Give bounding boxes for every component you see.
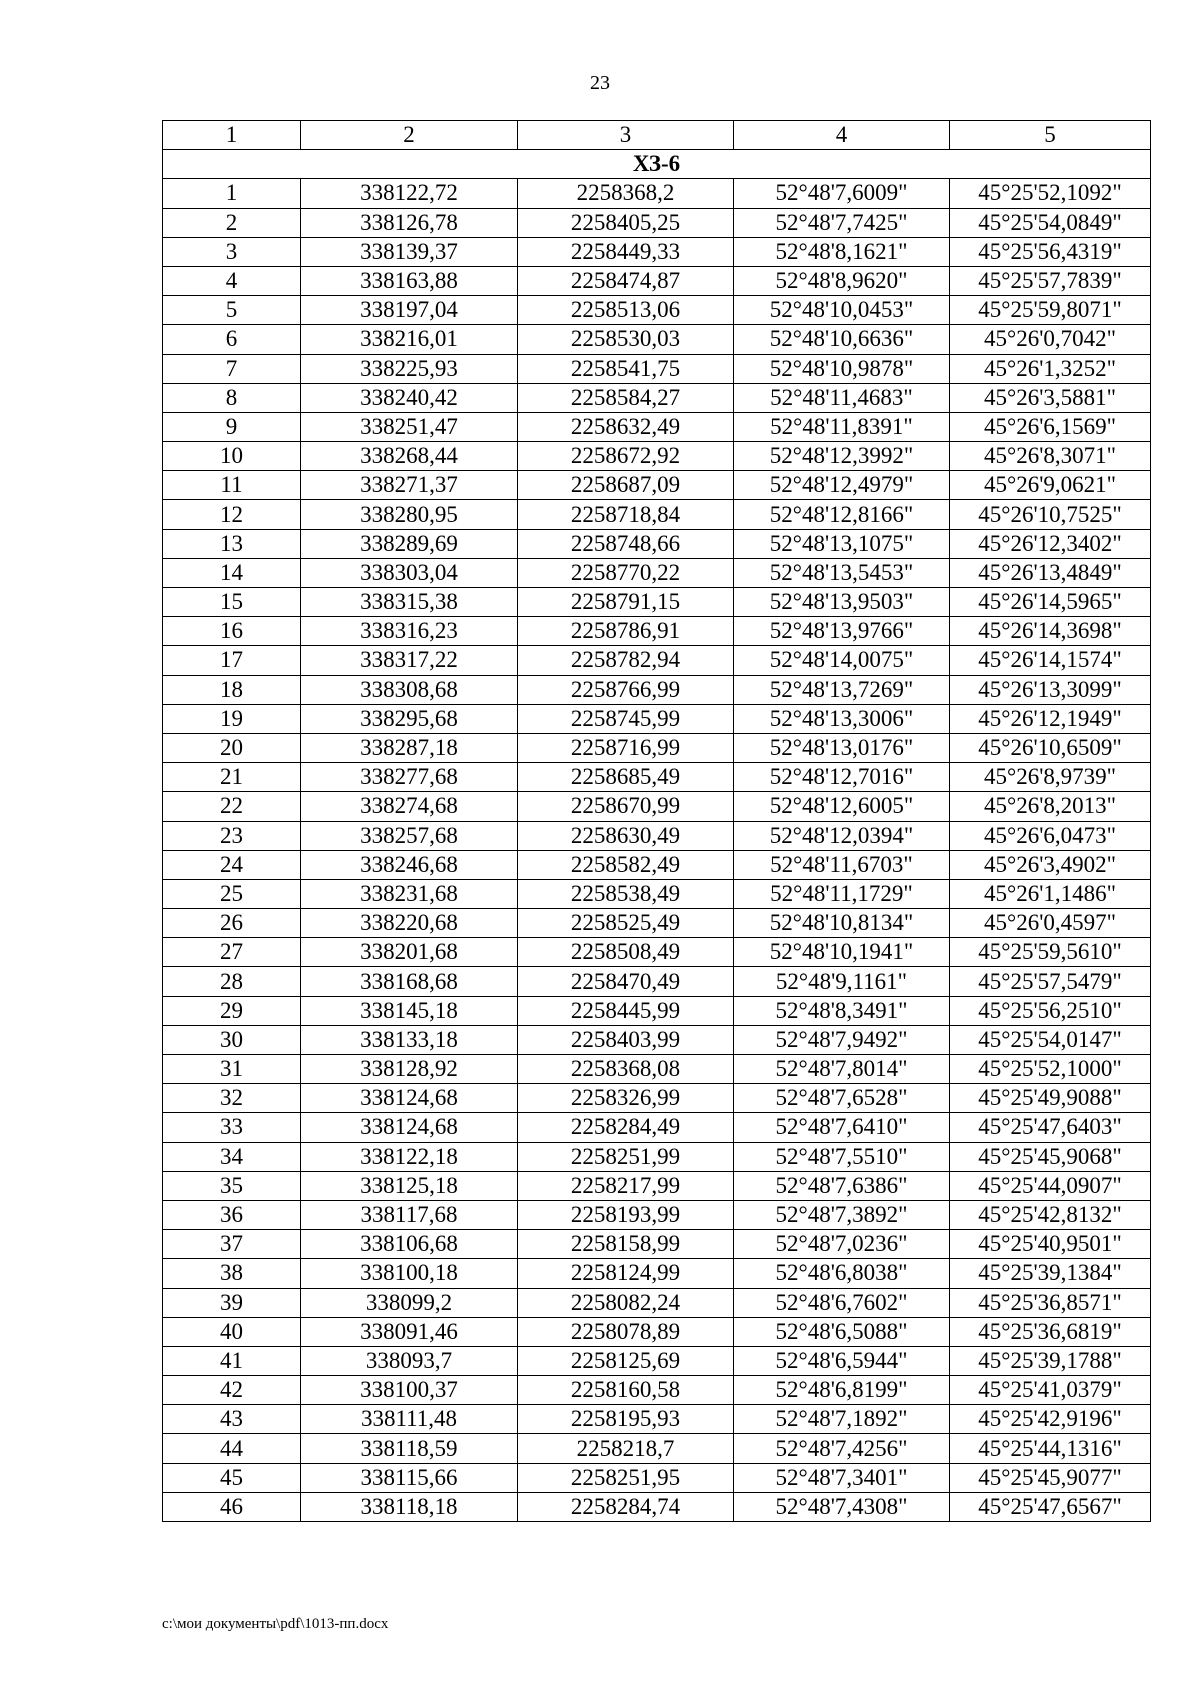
table-cell: 52°48'13,0176" [734,733,950,762]
table-cell: 338126,78 [301,208,518,237]
table-cell: 52°48'6,5944" [734,1346,950,1375]
table-cell: 52°48'8,3491" [734,996,950,1025]
table-cell: 13 [163,529,301,558]
table-row [163,646,1151,675]
table-cell: 52°48'7,7425" [734,208,950,237]
table-row [163,500,1151,529]
table-row [163,1346,1151,1375]
table-row [163,1288,1151,1317]
table-cell: 338163,88 [301,266,518,295]
table-cell: 338271,37 [301,471,518,500]
table-cell: 2258449,33 [518,237,734,266]
table-cell: 45°25'42,9196" [950,1405,1151,1434]
table-cell: 45°25'54,0147" [950,1025,1151,1054]
table-cell: 2258474,87 [518,266,734,295]
table-cell: 45°25'39,1384" [950,1259,1151,1288]
table-cell: 45°26'8,9739" [950,763,1151,792]
table-cell: 45°26'8,3071" [950,442,1151,471]
table-cell: 52°48'14,0075" [734,646,950,675]
table-row [163,1025,1151,1054]
table-cell: 52°48'7,1892" [734,1405,950,1434]
table-cell: 26 [163,909,301,938]
table-cell: 338225,93 [301,354,518,383]
table-cell: 31 [163,1055,301,1084]
table-cell: 2258284,74 [518,1492,734,1521]
table-row [163,296,1151,325]
column-header: 1 [163,121,301,150]
table-cell: 8 [163,383,301,412]
table-cell: 52°48'13,5453" [734,558,950,587]
table-cell: 45°25'41,0379" [950,1376,1151,1405]
table-cell: 338231,68 [301,879,518,908]
table-cell: 45°26'10,7525" [950,500,1151,529]
table-cell: 45°25'47,6567" [950,1492,1151,1521]
table-cell: 52°48'7,0236" [734,1230,950,1259]
table-cell: 2258217,99 [518,1171,734,1200]
table-cell: 35 [163,1171,301,1200]
table-cell: 45°25'45,9068" [950,1142,1151,1171]
table-cell: 338316,23 [301,617,518,646]
table-row [163,879,1151,908]
table-cell: 2258685,49 [518,763,734,792]
table-cell: 2258125,69 [518,1346,734,1375]
table-cell: 44 [163,1434,301,1463]
table-cell: 18 [163,675,301,704]
table-cell: 45°26'14,5965" [950,588,1151,617]
table-cell: 45°26'14,1574" [950,646,1151,675]
table-cell: 52°48'10,0453" [734,296,950,325]
table-cell: 338317,22 [301,646,518,675]
table-cell: 2258251,99 [518,1142,734,1171]
table-cell: 2258160,58 [518,1376,734,1405]
table-cell: 338197,04 [301,296,518,325]
table-cell: 338124,68 [301,1113,518,1142]
table-cell: 338091,46 [301,1317,518,1346]
table-cell: 4 [163,266,301,295]
table-cell: 30 [163,1025,301,1054]
table-cell: 45°25'40,9501" [950,1230,1151,1259]
coordinates-table [162,120,1151,1522]
table-cell: 7 [163,354,301,383]
table-cell: 2258672,92 [518,442,734,471]
table-cell: 52°48'7,4308" [734,1492,950,1521]
table-cell: 34 [163,1142,301,1171]
table-row [163,1405,1151,1434]
table-row [163,237,1151,266]
table-cell: 52°48'12,4979" [734,471,950,500]
table-row [163,763,1151,792]
column-header: 2 [301,121,518,150]
table-cell: 338124,68 [301,1084,518,1113]
table-row [163,266,1151,295]
table-cell: 2258218,7 [518,1434,734,1463]
table-cell: 338106,68 [301,1230,518,1259]
table-row [163,1463,1151,1492]
table-cell: 45 [163,1463,301,1492]
table-cell: 33 [163,1113,301,1142]
section-row [163,150,1151,179]
table-cell: 2258791,15 [518,588,734,617]
table-row [163,1055,1151,1084]
table-cell: 338118,59 [301,1434,518,1463]
table-cell: 52°48'7,6528" [734,1084,950,1113]
table-cell: 52°48'7,4256" [734,1434,950,1463]
table-cell: 338220,68 [301,909,518,938]
table-cell: 2258584,27 [518,383,734,412]
table-cell: 45°25'45,9077" [950,1463,1151,1492]
table-cell: 338251,47 [301,412,518,441]
table-cell: 52°48'7,5510" [734,1142,950,1171]
table-cell: 28 [163,967,301,996]
table-cell: 45°25'49,9088" [950,1084,1151,1113]
table-cell: 45°26'9,0621" [950,471,1151,500]
table-cell: 338111,48 [301,1405,518,1434]
table-cell: 29 [163,996,301,1025]
table-cell: 2258718,84 [518,500,734,529]
section-title: ХЗ-6 [163,150,1151,179]
table-cell: 2258745,99 [518,704,734,733]
column-header: 3 [518,121,734,150]
table-cell: 27 [163,938,301,967]
table-cell: 45°26'8,2013" [950,792,1151,821]
table-cell: 338246,68 [301,850,518,879]
table-cell: 43 [163,1405,301,1434]
table-cell: 2258632,49 [518,412,734,441]
table-row [163,704,1151,733]
table-row [163,558,1151,587]
table-cell: 2258716,99 [518,733,734,762]
table-cell: 52°48'11,6703" [734,850,950,879]
table-cell: 1 [163,179,301,208]
table-cell: 52°48'10,6636" [734,325,950,354]
table-cell: 39 [163,1288,301,1317]
table-row [163,792,1151,821]
table-cell: 338139,37 [301,237,518,266]
table-cell: 2258630,49 [518,821,734,850]
table-cell: 52°48'10,1941" [734,938,950,967]
table-cell: 45°26'6,0473" [950,821,1151,850]
table-cell: 52°48'12,0394" [734,821,950,850]
table-cell: 45°26'1,1486" [950,879,1151,908]
page-number: 23 [590,72,610,94]
table-cell: 2258251,95 [518,1463,734,1492]
table-cell: 338133,18 [301,1025,518,1054]
table-cell: 5 [163,296,301,325]
table-row [163,471,1151,500]
table-cell: 45°25'44,0907" [950,1171,1151,1200]
table-cell: 338201,68 [301,938,518,967]
table-cell: 52°48'13,3006" [734,704,950,733]
table-cell: 45°25'57,5479" [950,967,1151,996]
table-cell: 45°25'44,1316" [950,1434,1151,1463]
table-cell: 2258078,89 [518,1317,734,1346]
table-cell: 45°26'6,1569" [950,412,1151,441]
table-cell: 52°48'10,8134" [734,909,950,938]
table-cell: 45°25'54,0849" [950,208,1151,237]
table-row [163,1142,1151,1171]
table-cell: 338295,68 [301,704,518,733]
table-cell: 16 [163,617,301,646]
table-row [163,617,1151,646]
table-cell: 45°26'1,3252" [950,354,1151,383]
table-cell: 338257,68 [301,821,518,850]
table-cell: 45°26'13,4849" [950,558,1151,587]
table-cell: 2258525,49 [518,909,734,938]
table-cell: 25 [163,879,301,908]
table-cell: 2 [163,208,301,237]
table-cell: 52°48'12,7016" [734,763,950,792]
table-row [163,1434,1151,1463]
table-row [163,325,1151,354]
table-cell: 52°48'6,7602" [734,1288,950,1317]
table-cell: 338168,68 [301,967,518,996]
table-row [163,675,1151,704]
table-row [163,383,1151,412]
table-row [163,1317,1151,1346]
table-cell: 45°26'10,6509" [950,733,1151,762]
table-cell: 2258405,25 [518,208,734,237]
table-cell: 338216,01 [301,325,518,354]
table-row [163,733,1151,762]
table-cell: 2258508,49 [518,938,734,967]
table-cell: 338145,18 [301,996,518,1025]
table-cell: 22 [163,792,301,821]
table-cell: 338122,72 [301,179,518,208]
table-cell: 2258326,99 [518,1084,734,1113]
table-cell: 24 [163,850,301,879]
table-cell: 52°48'6,5088" [734,1317,950,1346]
table-row [163,412,1151,441]
table-cell: 52°48'12,8166" [734,500,950,529]
table-cell: 45°26'3,4902" [950,850,1151,879]
table-cell: 338125,18 [301,1171,518,1200]
table-cell: 52°48'7,6386" [734,1171,950,1200]
table-row [163,821,1151,850]
table-cell: 338099,2 [301,1288,518,1317]
table-cell: 17 [163,646,301,675]
table-cell: 338240,42 [301,383,518,412]
table-row [163,1376,1151,1405]
table-cell: 36 [163,1200,301,1229]
table-row [163,1492,1151,1521]
table-cell: 338128,92 [301,1055,518,1084]
table-cell: 52°48'7,6009" [734,179,950,208]
table-row [163,1171,1151,1200]
table-cell: 52°48'9,1161" [734,967,950,996]
table-cell: 45°26'13,3099" [950,675,1151,704]
table-cell: 45°25'52,1092" [950,179,1151,208]
table-cell: 20 [163,733,301,762]
table-cell: 52°48'7,3892" [734,1200,950,1229]
table-cell: 338287,18 [301,733,518,762]
table-cell: 2258670,99 [518,792,734,821]
table-row [163,179,1151,208]
column-header: 5 [950,121,1151,150]
table-row [163,1200,1151,1229]
table-cell: 52°48'11,1729" [734,879,950,908]
table-cell: 40 [163,1317,301,1346]
table-cell: 52°48'10,9878" [734,354,950,383]
table-cell: 338122,18 [301,1142,518,1171]
table-row [163,850,1151,879]
table-cell: 2258687,09 [518,471,734,500]
table-row [163,354,1151,383]
table-cell: 45°25'59,5610" [950,938,1151,967]
table-cell: 338093,7 [301,1346,518,1375]
table-cell: 338118,18 [301,1492,518,1521]
table-cell: 6 [163,325,301,354]
table-cell: 2258513,06 [518,296,734,325]
table-cell: 52°48'8,9620" [734,266,950,295]
table-cell: 52°48'13,7269" [734,675,950,704]
table-row [163,967,1151,996]
table-cell: 52°48'7,9492" [734,1025,950,1054]
table-cell: 2258082,24 [518,1288,734,1317]
table-cell: 2258538,49 [518,879,734,908]
table-cell: 2258284,49 [518,1113,734,1142]
table-cell: 2258368,2 [518,179,734,208]
table-cell: 10 [163,442,301,471]
table-cell: 41 [163,1346,301,1375]
table-cell: 45°26'14,3698" [950,617,1151,646]
table-cell: 46 [163,1492,301,1521]
table-cell: 45°25'52,1000" [950,1055,1151,1084]
table-cell: 2258582,49 [518,850,734,879]
table-cell: 45°25'57,7839" [950,266,1151,295]
table-cell: 2258470,49 [518,967,734,996]
table-cell: 2258193,99 [518,1200,734,1229]
table-row [163,1259,1151,1288]
table-row [163,588,1151,617]
table-cell: 38 [163,1259,301,1288]
table-cell: 338303,04 [301,558,518,587]
table-cell: 2258158,99 [518,1230,734,1259]
table-row [163,996,1151,1025]
table-cell: 12 [163,500,301,529]
table-cell: 45°25'39,1788" [950,1346,1151,1375]
table-cell: 52°48'12,6005" [734,792,950,821]
table-cell: 2258445,99 [518,996,734,1025]
table-cell: 37 [163,1230,301,1259]
table-cell: 2258782,94 [518,646,734,675]
table-cell: 338115,66 [301,1463,518,1492]
table-row [163,909,1151,938]
table-cell: 338280,95 [301,500,518,529]
table-cell: 52°48'12,3992" [734,442,950,471]
table-cell: 9 [163,412,301,441]
table-cell: 2258786,91 [518,617,734,646]
table-row [163,208,1151,237]
table-row [163,1113,1151,1142]
table-cell: 338274,68 [301,792,518,821]
table-cell: 15 [163,588,301,617]
column-header: 4 [734,121,950,150]
table-row [163,529,1151,558]
table-cell: 2258195,93 [518,1405,734,1434]
table-cell: 14 [163,558,301,587]
table-cell: 2258748,66 [518,529,734,558]
table-cell: 338289,69 [301,529,518,558]
table-cell: 45°26'0,4597" [950,909,1151,938]
table-cell: 45°25'56,4319" [950,237,1151,266]
table-cell: 19 [163,704,301,733]
table-cell: 2258124,99 [518,1259,734,1288]
table-cell: 42 [163,1376,301,1405]
table-cell: 2258541,75 [518,354,734,383]
table-cell: 45°25'59,8071" [950,296,1151,325]
table-cell: 45°26'12,3402" [950,529,1151,558]
table-cell: 52°48'13,1075" [734,529,950,558]
table-cell: 2258403,99 [518,1025,734,1054]
header-row [163,121,1151,150]
table-cell: 45°26'3,5881" [950,383,1151,412]
table-row [163,1230,1151,1259]
table-cell: 338100,18 [301,1259,518,1288]
table-cell: 52°48'11,4683" [734,383,950,412]
table-row [163,1084,1151,1113]
table-cell: 3 [163,237,301,266]
table-cell: 52°48'13,9503" [734,588,950,617]
table-row [163,442,1151,471]
table-cell: 338117,68 [301,1200,518,1229]
table-cell: 21 [163,763,301,792]
table-cell: 338100,37 [301,1376,518,1405]
table-cell: 52°48'6,8199" [734,1376,950,1405]
table-cell: 45°25'56,2510" [950,996,1151,1025]
table-cell: 52°48'7,3401" [734,1463,950,1492]
table-cell: 338268,44 [301,442,518,471]
table-cell: 2258770,22 [518,558,734,587]
table-cell: 11 [163,471,301,500]
table-cell: 2258368,08 [518,1055,734,1084]
table-row [163,938,1151,967]
table-cell: 52°48'6,8038" [734,1259,950,1288]
table-cell: 338308,68 [301,675,518,704]
table-cell: 23 [163,821,301,850]
table-cell: 2258766,99 [518,675,734,704]
table-cell: 338277,68 [301,763,518,792]
table-cell: 45°25'36,6819" [950,1317,1151,1346]
table-cell: 2258530,03 [518,325,734,354]
table-cell: 45°25'42,8132" [950,1200,1151,1229]
table-cell: 52°48'7,8014" [734,1055,950,1084]
table-cell: 45°25'47,6403" [950,1113,1151,1142]
table-cell: 52°48'13,9766" [734,617,950,646]
table-cell: 45°26'12,1949" [950,704,1151,733]
footer-file-path: c:\мои документы\pdf\1013-пп.docx [162,1616,389,1632]
table-cell: 52°48'7,6410" [734,1113,950,1142]
table-cell: 45°25'36,8571" [950,1288,1151,1317]
table-cell: 338315,38 [301,588,518,617]
table-cell: 32 [163,1084,301,1113]
table-cell: 45°26'0,7042" [950,325,1151,354]
table-cell: 52°48'11,8391" [734,412,950,441]
table-cell: 52°48'8,1621" [734,237,950,266]
